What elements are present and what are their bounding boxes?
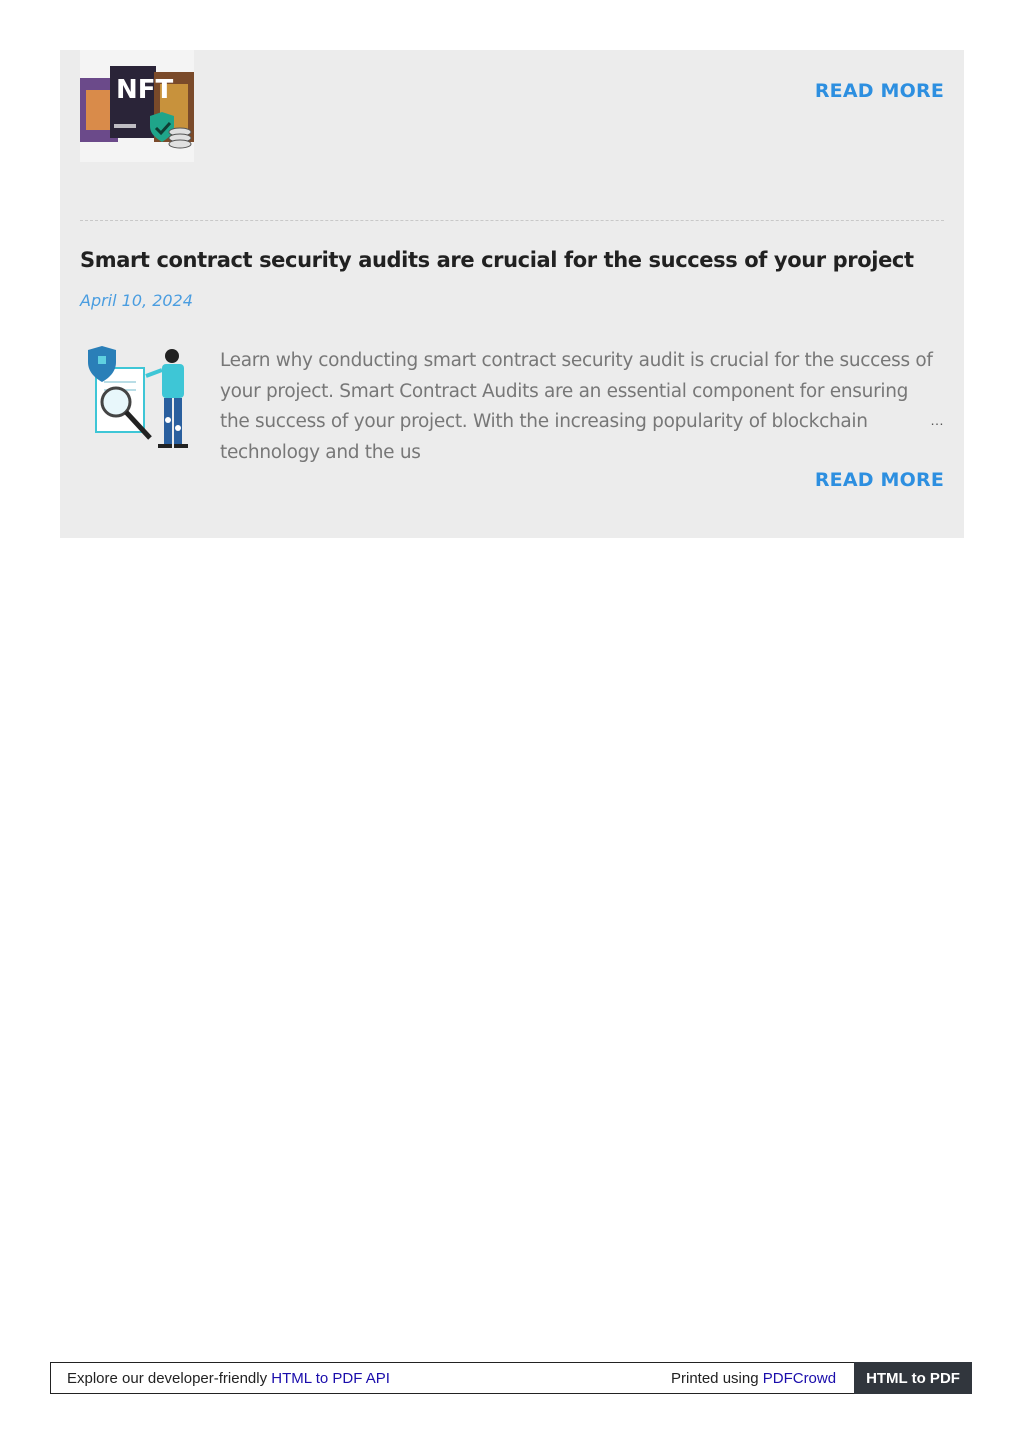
read-more-link[interactable]: READ MORE — [814, 80, 944, 102]
html-to-pdf-api-link[interactable]: HTML to PDF API — [271, 1370, 390, 1387]
post-thumbnail-security[interactable] — [80, 346, 194, 460]
read-more-link[interactable]: READ MORE — [814, 469, 944, 491]
security-audit-illustration — [80, 346, 194, 460]
pdfcrowd-footer-bar — [50, 1362, 972, 1394]
post-date[interactable]: April 10, 2024 — [80, 291, 193, 310]
post-title[interactable]: Smart contract security audits are crucial for the success of your project — [80, 248, 914, 272]
post-snippet: Learn why conducting smart contract security audit is crucial for the success of your project. Smart Contract Audits are an essential component for ensuring the success of your project. With the increasing popularity of blockchain technology and the us — [220, 350, 933, 463]
footer-explore — [67, 1370, 390, 1387]
footer-printed-text: Printed using — [671, 1370, 763, 1387]
nft-collage-image — [80, 50, 194, 162]
pdfcrowd-link[interactable]: PDFCrowd — [762, 1370, 837, 1387]
post-thumbnail-nft[interactable] — [80, 50, 194, 162]
footer-printed — [671, 1370, 836, 1387]
footer-explore-text: Explore our developer-friendly — [67, 1370, 272, 1387]
blog-post-list — [60, 50, 964, 538]
svg-text:NFT: NFT — [116, 75, 174, 105]
post-divider — [80, 220, 944, 221]
snippet-ellipsis[interactable]: … — [930, 412, 944, 428]
html-to-pdf-button[interactable]: HTML to PDF — [854, 1362, 972, 1394]
